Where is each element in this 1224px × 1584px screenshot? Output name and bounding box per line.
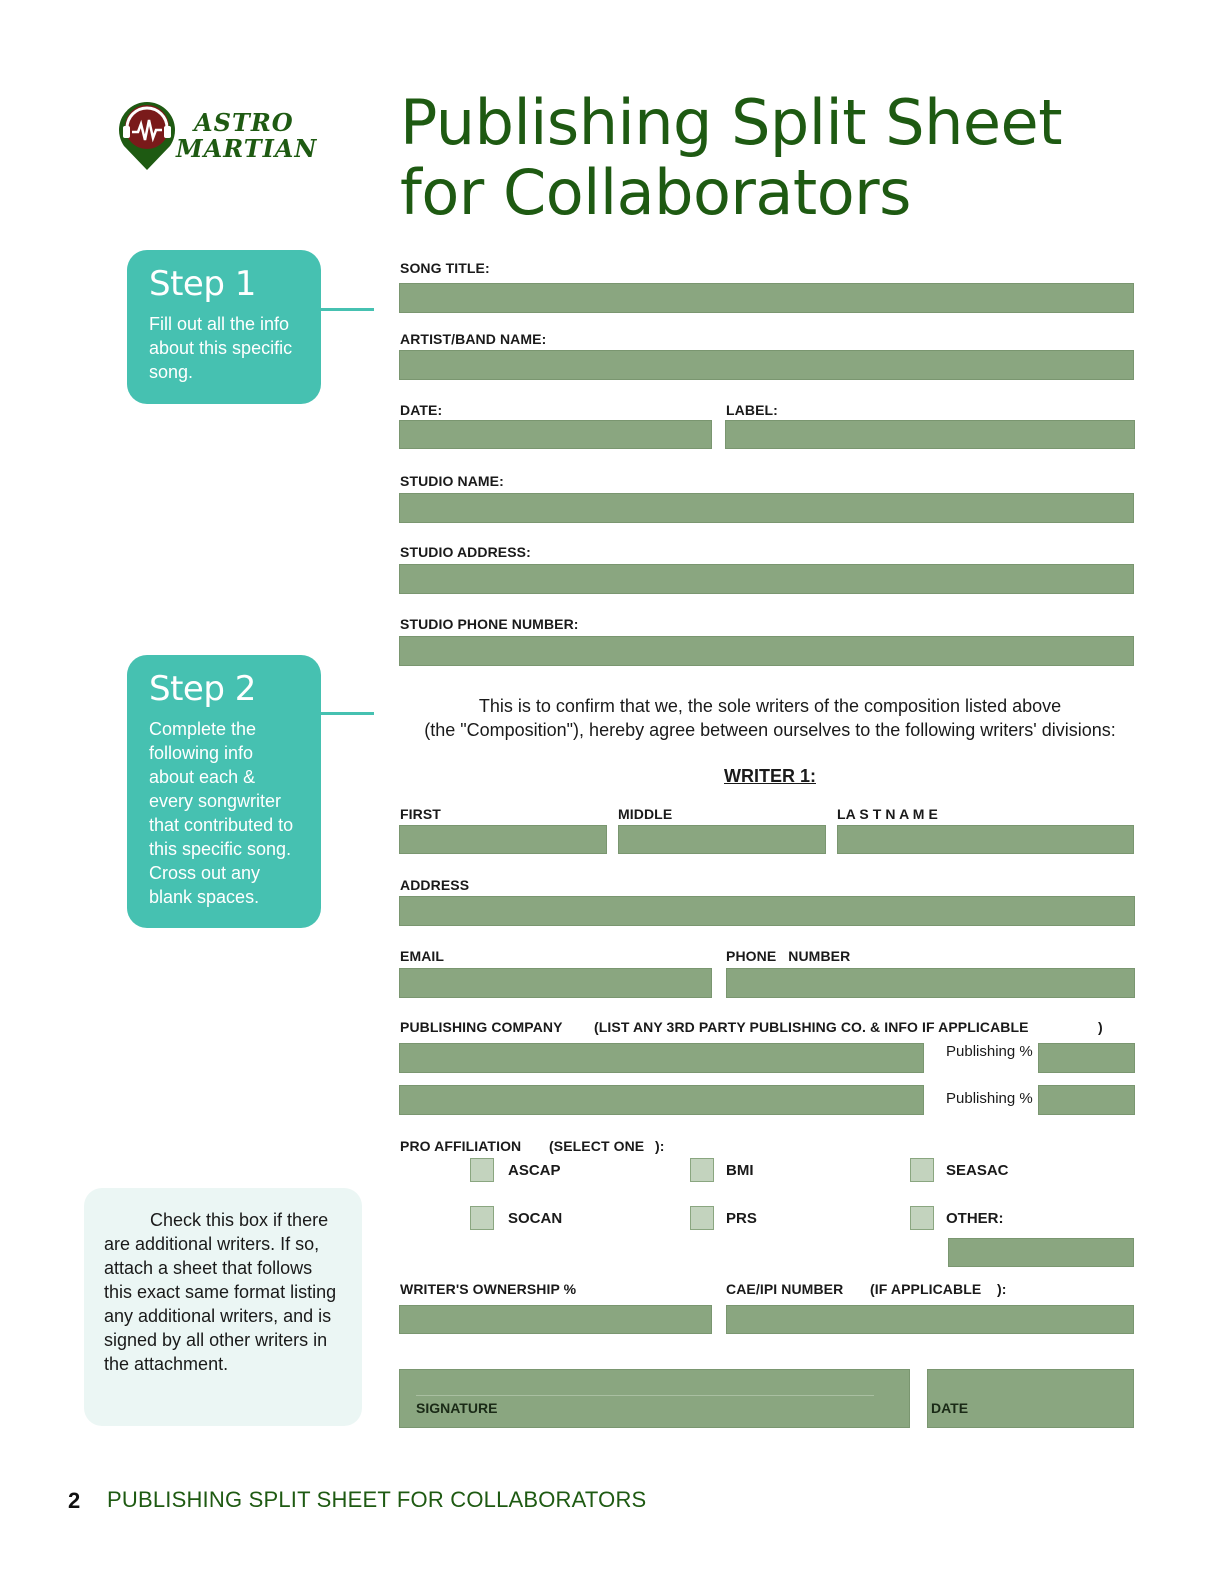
publishing-pct-field-2[interactable] [1038, 1085, 1135, 1115]
headphones-logo-icon [114, 94, 180, 172]
footer-title: PUBLISHING SPLIT SHEET FOR COLLABORATORS [107, 1487, 647, 1512]
step2-callout [127, 655, 321, 928]
date-field[interactable] [399, 420, 712, 449]
label-label: LABEL: [726, 402, 778, 418]
studio-name-label: STUDIO NAME: [400, 473, 504, 489]
additional-writers-text: Check this box if there are additional writers. If so, attach a sheet that follows this exact same format listing any additional writers, and is signed by all other writers in the attachment. [104, 1210, 337, 1374]
step2-text: Complete the following info about each & every songwriter that contributed to this specific song. Cross out any blank spaces. [149, 719, 294, 907]
email-field[interactable] [399, 968, 712, 998]
address-label: ADDRESS [400, 877, 470, 893]
step1-text: Fill out all the info about this specific song. [149, 314, 293, 382]
song-title-label: SONG TITLE: [400, 260, 490, 276]
phone-label: PHONE NUMBER [726, 948, 851, 964]
page-number: 2 [68, 1488, 81, 1513]
studio-address-label: STUDIO ADDRESS: [400, 544, 531, 560]
bmi-label: BMI [726, 1162, 754, 1179]
cae-note: (IF APPLICABLE [870, 1281, 982, 1297]
publishing-company-note: (LIST ANY 3RD PARTY PUBLISHING CO. & INFO IF APPLICABLE [594, 1019, 1029, 1035]
cae-field[interactable] [726, 1305, 1134, 1334]
other-checkbox[interactable] [910, 1206, 934, 1230]
publishing-pct-label-2: Publishing % [946, 1090, 1033, 1107]
writer-heading-text: WRITER 1: [724, 766, 816, 786]
step2-title: Step 2 [149, 669, 256, 709]
last-name-field[interactable] [837, 825, 1134, 854]
middle-name-label: MIDDLE [618, 806, 673, 822]
address-field[interactable] [399, 896, 1135, 926]
bmi-checkbox[interactable] [690, 1158, 714, 1182]
pro-affiliation-label: PRO AFFILIATION [400, 1138, 522, 1154]
seasac-checkbox[interactable] [910, 1158, 934, 1182]
studio-phone-label: STUDIO PHONE NUMBER: [400, 616, 579, 632]
publishing-pct-field-1[interactable] [1038, 1043, 1135, 1073]
label-field[interactable] [725, 420, 1135, 449]
logo [112, 94, 318, 174]
signature-label: SIGNATURE [416, 1400, 498, 1416]
date-label: DATE: [400, 402, 443, 418]
cae-label: CAE/IPI NUMBER [726, 1281, 844, 1297]
signature-line [416, 1395, 874, 1396]
confirmation-line-1: This is to confirm that we, the sole writers of the composition listed above [478, 696, 1062, 716]
step1-title: Step 1 [149, 264, 256, 304]
ascap-label: ASCAP [508, 1162, 561, 1179]
song-title-field[interactable] [399, 283, 1134, 313]
signature-date-label: DATE [931, 1400, 969, 1416]
first-name-field[interactable] [399, 825, 607, 854]
step1-callout [127, 250, 321, 404]
prs-label: PRS [726, 1210, 757, 1227]
studio-phone-field[interactable] [399, 636, 1134, 666]
logo-text-martian: MARTIAN [176, 134, 318, 163]
seasac-label: SEASAC [946, 1162, 1009, 1179]
email-label: EMAIL [400, 948, 445, 964]
first-name-label: FIRST [400, 806, 441, 822]
prs-checkbox[interactable] [690, 1206, 714, 1230]
other-label: OTHER: [946, 1210, 1004, 1227]
title-line-1: Publishing Split Sheet [400, 86, 1063, 159]
publishing-company-field-1[interactable] [399, 1043, 924, 1073]
cae-note-close: ): [997, 1281, 1007, 1297]
studio-name-field[interactable] [399, 493, 1134, 523]
step2-connector [321, 712, 374, 715]
writer-heading [400, 766, 1140, 787]
publishing-company-note-close: ) [1098, 1019, 1103, 1035]
publishing-pct-label-1: Publishing % [946, 1043, 1033, 1060]
confirmation-text [400, 694, 1140, 742]
publishing-company-label: PUBLISHING COMPANY [400, 1019, 563, 1035]
step1-connector [321, 308, 374, 311]
ascap-checkbox[interactable] [470, 1158, 494, 1182]
page-title [400, 88, 1062, 228]
confirmation-line-2: (the "Composition"), hereby agree between ourselves to the following writers' divisions: [424, 720, 1116, 740]
publishing-company-field-2[interactable] [399, 1085, 924, 1115]
pro-affiliation-note-close: ): [655, 1138, 665, 1154]
artist-field[interactable] [399, 350, 1134, 380]
last-name-label: LA S T N A M E [837, 806, 938, 822]
logo-text-astro: ASTRO [194, 108, 294, 137]
other-pro-field[interactable] [948, 1238, 1134, 1267]
title-line-2: for Collaborators [400, 156, 911, 229]
phone-field[interactable] [726, 968, 1135, 998]
ownership-label: WRITER'S OWNERSHIP % [400, 1281, 577, 1297]
ownership-field[interactable] [399, 1305, 712, 1334]
signature-date-field[interactable] [927, 1369, 1134, 1428]
pro-affiliation-note: (SELECT ONE [549, 1138, 645, 1154]
additional-writers-note [84, 1188, 362, 1426]
signature-field[interactable] [399, 1369, 910, 1428]
socan-checkbox[interactable] [470, 1206, 494, 1230]
socan-label: SOCAN [508, 1210, 563, 1227]
middle-name-field[interactable] [618, 825, 826, 854]
artist-label: ARTIST/BAND NAME: [400, 331, 547, 347]
studio-address-field[interactable] [399, 564, 1134, 594]
